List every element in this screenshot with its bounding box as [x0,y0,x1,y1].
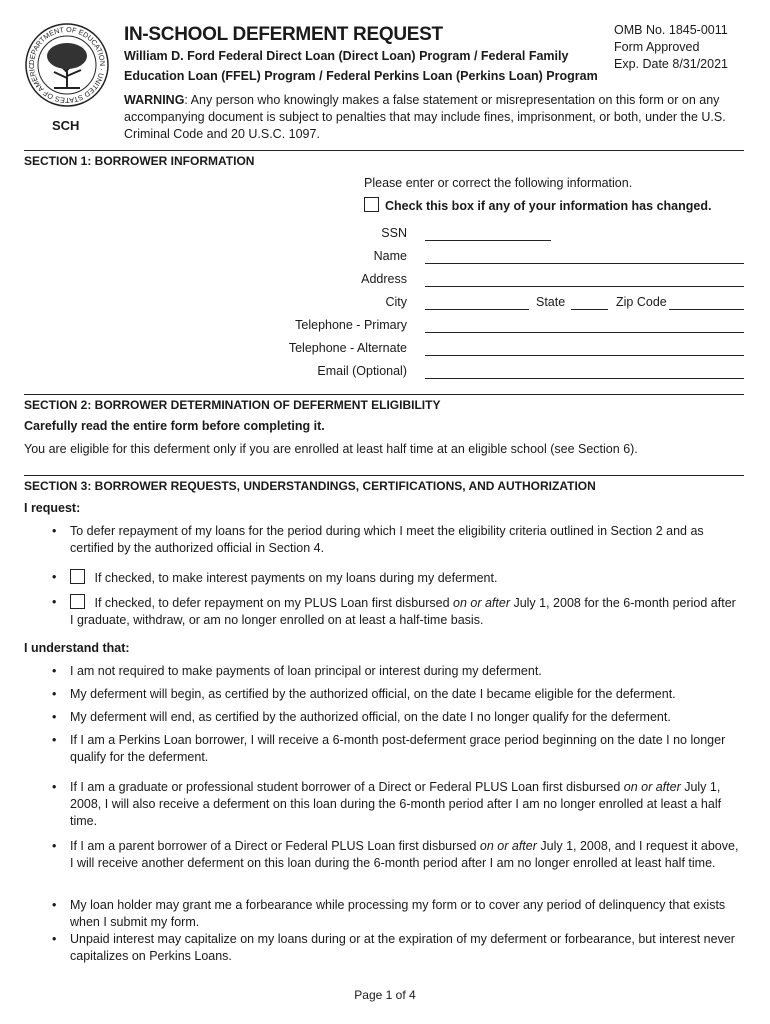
understand-item: • My loan holder may grant me a forbearance while processing my form or to cover any period of delinquency that exists when I submit my form. [52,897,742,931]
eligibility-text: You are eligible for this deferment only if you are enrolled at least half time at an eligible school (see Section 6). [24,442,638,456]
page-title: IN-SCHOOL DEFERMENT REQUEST [124,24,443,45]
info-changed-label: Check this box if any of your information has changed. [385,199,712,213]
i-understand-heading: I understand that: [24,641,130,655]
i-request-heading: I request: [24,501,81,515]
understand-item: • My deferment will end, as certified by the authorized official, on the date I no longer qualify for the deferment. [52,709,742,726]
request-list-checkbox-2 [52,594,742,629]
zip-field[interactable] [669,295,744,310]
address-label: Address [361,272,407,286]
telephone-primary-field[interactable] [425,318,744,333]
request-list [52,523,742,557]
understand-item: • My deferment will begin, as certified by the authorized official, on the date I became eligible for the deferment. [52,686,742,703]
request-list-checkbox-1 [52,569,742,587]
address-field[interactable] [425,272,744,287]
understand-item: • I am not required to make payments of loan principal or interest during my deferment. [52,663,742,680]
form-code: SCH [52,118,80,133]
understand-item: • If I am a graduate or professional student borrower of a Direct or Federal PLUS Loan first disbursed on or after July 1, 2008, I will also receive a deferment on this loan during the 6-month period after I am no longer enrolled at least a half time. [52,779,742,830]
section-3-heading: SECTION 3: BORROWER REQUESTS, UNDERSTANDINGS, CERTIFICATIONS, AND AUTHORIZATION [24,475,744,493]
omb-block [614,22,728,73]
program-subtitle [124,46,614,86]
info-changed-row [364,197,711,213]
name-label: Name [373,249,407,263]
name-field[interactable] [425,249,744,264]
understand-item: • If I am a parent borrower of a Direct or Federal PLUS Loan first disbursed on or after July 1, 2008, and I request it above, I will receive another deferment on this loan during the 6-month period after I am no longer enrolled at least half time. [52,838,742,872]
request-item-plus-loan: • If checked, to defer repayment on my PLUS Loan first disbursed on or after July 1, 2008 for the 6-month period after I graduate, withdraw, or am no longer enrolled on at least a half-time basis. [52,594,742,629]
email-label: Email (Optional) [317,364,407,378]
understand-list-1 [52,663,742,766]
city-label: City [385,295,407,309]
state-label: State [536,295,566,309]
section-2-heading: SECTION 2: BORROWER DETERMINATION OF DEFERMENT ELIGIBILITY [24,394,744,412]
page-number: Page 1 of 4 [354,988,416,1002]
request-item: • To defer repayment of my loans for the period during which I meet the eligibility criteria outlined in Section 2 and as certified by the authorized official in Section 4. [52,523,742,557]
telephone-alternate-label: Telephone - Alternate [288,341,407,355]
understand-list-4 [52,897,742,965]
ssn-field[interactable] [425,226,551,241]
subtitle-line-1: William D. Ford Federal Direct Loan (Direct Loan) Program / Federal Family [124,49,569,63]
zip-label: Zip Code [616,295,667,309]
svg-text:DEPARTMENT OF EDUCATION · UNIT: DEPARTMENT OF EDUCATION · UNITED STATES OF AMERIC [26,24,108,106]
understand-list-3 [52,838,742,872]
city-field[interactable] [425,295,529,310]
section-1-heading: SECTION 1: BORROWER INFORMATION [24,150,744,168]
read-form-notice: Carefully read the entire form before completing it. [24,419,325,433]
department-of-education-seal [24,22,110,108]
email-field[interactable] [425,364,744,379]
interest-payments-checkbox[interactable] [70,569,85,584]
state-field[interactable] [571,295,608,310]
omb-number: OMB No. 1845-0011 [614,23,728,37]
warning-body: : Any person who knowingly makes a false statement or misrepresentation on this form or on any accompanying document is subject to penalties that may include fines, imprisonment, or both, under the U.S. Criminal Code and 20 U.S.C. 1097. [124,93,726,141]
warning-label: WARNING [124,93,185,107]
form-approved: Form Approved [614,40,700,54]
plus-loan-deferment-checkbox[interactable] [70,594,85,609]
understand-item: • If I am a Perkins Loan borrower, I will receive a 6-month post-deferment grace period beginning on the date I no longer qualify for the deferment. [52,732,742,766]
subtitle-line-2: Education Loan (FFEL) Program / Federal Perkins Loan (Perkins Loan) Program [124,69,598,83]
understand-list-2 [52,779,742,830]
section-1-instruction: Please enter or correct the following information. [364,176,633,190]
understand-item: • Unpaid interest may capitalize on my loans during or at the expiration of my deferment or forbearance, but interest never capitalizes on Perkins Loans. [52,931,742,965]
ssn-label: SSN [381,226,407,240]
info-changed-checkbox[interactable] [364,197,379,212]
warning-text [124,92,744,143]
telephone-primary-label: Telephone - Primary [295,318,407,332]
telephone-alternate-field[interactable] [425,341,744,356]
request-item-interest-payments: • If checked, to make interest payments on my loans during my deferment. [52,569,742,587]
expiration-date: Exp. Date 8/31/2021 [614,57,728,71]
